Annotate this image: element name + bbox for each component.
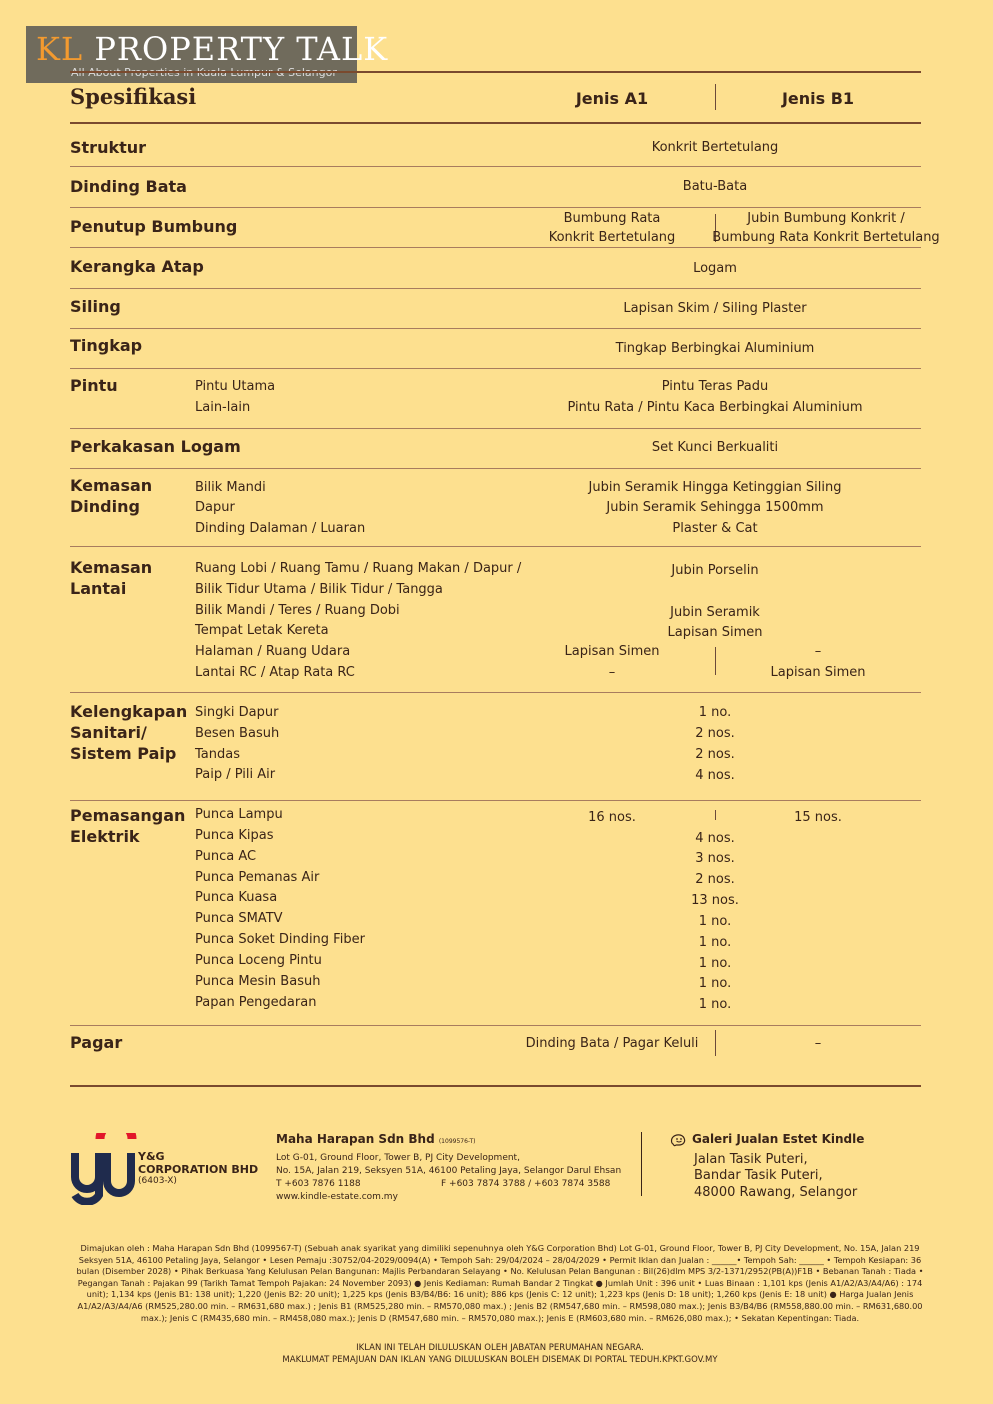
spec-value-perkakasan-logam: Set Kunci Berkualiti — [651, 440, 779, 455]
spec-value-pagar-a1: Dinding Bata / Pagar Keluli — [525, 1036, 699, 1051]
spec-sub-elektrik: Punca Kipas — [195, 828, 274, 843]
spec-value-penutup-b1-line2: Bumbung Rata Konkrit Bertetulang — [712, 230, 940, 245]
developer-fax: F +603 7874 3788 / +603 7874 3588 — [441, 1179, 611, 1189]
row-divider — [70, 166, 921, 167]
spec-qty-elektrik: 3 nos. — [695, 851, 735, 866]
top-rule — [70, 71, 921, 73]
spec-qty-elektrik: 4 nos. — [695, 831, 735, 846]
spec-sub-pintu-lain: Lain-lain — [195, 400, 251, 415]
row-divider — [70, 546, 921, 547]
spec-value-jubin-seramik: Jubin Seramik — [670, 605, 760, 620]
spec-label-elektrik: Pemasangan Elektrik — [70, 806, 186, 846]
footer-divider — [641, 1132, 642, 1196]
spec-sub-dapur: Dapur — [195, 500, 235, 515]
developer-address-2: No. 15A, Jalan 219, Seksyen 51A, 46100 Petaling Jaya, Selangor Darul Ehsan — [276, 1166, 622, 1176]
spec-qty-elektrik: 1 no. — [698, 997, 732, 1012]
row-divider — [70, 800, 921, 801]
spec-value-lantai-rc-a1: – — [608, 665, 616, 680]
spec-qty-sanitari: 1 no. — [698, 705, 732, 720]
spec-sub-sanitari: Tandas — [195, 747, 240, 762]
row-divider — [70, 368, 921, 369]
spec-sub-elektrik: Punca Loceng Pintu — [195, 953, 322, 968]
spec-label-pintu: Pintu — [70, 376, 118, 395]
spec-label-kemasan-dinding: Kemasan Dinding — [70, 476, 153, 516]
spec-label-struktur: Struktur — [70, 138, 147, 157]
spec-qty-elektrik: 1 no. — [698, 935, 732, 950]
spec-value-penutup-a1-line1: Bumbung Rata — [563, 211, 661, 226]
spec-sub-elektrik: Papan Pengedaran — [195, 995, 317, 1010]
spec-sub-dinding-dalaman: Dinding Dalaman / Luaran — [195, 521, 366, 536]
spec-sub-bilik-mandi: Bilik Mandi — [195, 480, 266, 495]
spec-value-pintu-utama: Pintu Teras Padu — [661, 379, 769, 394]
watermark-title: KL PROPERTY TALK — [36, 30, 389, 68]
spec-qty-sanitari: 2 nos. — [695, 747, 735, 762]
spec-value-pintu-lain: Pintu Rata / Pintu Kaca Berbingkai Aluminium — [567, 400, 863, 415]
gallery-address-2: Bandar Tasik Puteri, — [694, 1168, 823, 1183]
spec-value-tingkap: Tingkap Berbingkai Aluminium — [615, 341, 815, 356]
spec-sub-lantai-5: Halaman / Ruang Udara — [195, 644, 351, 659]
row-divider — [70, 328, 921, 329]
spec-value-lantai-rc-b1: Lapisan Simen — [770, 665, 866, 680]
spec-label-siling: Siling — [70, 297, 121, 316]
column-divider — [715, 1030, 716, 1056]
spec-value-dapur: Jubin Seramik Sehingga 1500mm — [606, 500, 824, 515]
spec-label-penutup-bumbung: Penutup Bumbung — [70, 217, 238, 236]
spec-value-siling: Lapisan Skim / Siling Plaster — [623, 301, 807, 316]
row-divider — [70, 692, 921, 693]
spec-value-dinding-dalaman: Plaster & Cat — [672, 521, 758, 536]
logo-company-name: Y&G CORPORATION BHD — [138, 1150, 259, 1176]
spec-label-dinding-bata: Dinding Bata — [70, 177, 187, 196]
watermark-banner — [26, 26, 389, 83]
approval-notice-2: MAKLUMAT PEMAJUAN DAN IKLAN YANG DILULUSKAN BOLEH DISEMAK DI PORTAL TEDUH.KPKT.GOV.MY — [282, 1355, 718, 1365]
row-divider — [70, 468, 921, 469]
column-header-b1: Jenis B1 — [781, 89, 855, 108]
column-divider — [715, 647, 716, 675]
gallery-title: Galeri Jualan Estet Kindle — [692, 1132, 865, 1146]
spec-value-dinding-bata: Batu-Bata — [682, 179, 748, 194]
spec-sub-lantai-4: Tempat Letak Kereta — [195, 623, 329, 638]
spec-label-kerangka-atap: Kerangka Atap — [70, 257, 204, 276]
spec-qty-lampu-a1: 16 nos. — [588, 810, 636, 825]
spec-label-perkakasan-logam: Perkakasan Logam — [70, 437, 241, 456]
developer-name: Maha Harapan Sdn Bhd (1099576-T) — [276, 1132, 476, 1146]
spec-value-jubin-porselin: Jubin Porselin — [671, 563, 759, 578]
logo-company-reg: (6403-X) — [138, 1176, 177, 1186]
spec-value-halaman-a1: Lapisan Simen — [564, 644, 660, 659]
column-divider — [715, 810, 716, 820]
developer-phone: T +603 7876 1188 — [276, 1179, 361, 1189]
spec-sub-pintu-utama: Pintu Utama — [195, 379, 276, 394]
column-header-a1: Jenis A1 — [575, 89, 649, 108]
legal-disclaimer: Dimajukan oleh : Maha Harapan Sdn Bhd (1099567-T) (Sebuah anak syarikat yang dimiliki sepenuhnya oleh Y&G Corporation Bhd) Lot G-01, Ground Floor, Tower B, PJ City Development, No. 15A, Jalan 219 Seksyen 51A, 46100 Petaling Jaya, Selangor • Lesen Pemaju :30752/04-2029/0094(A) • Tempoh Sah: 29/04/2024 – 28/04/2029 • Permit Iklan dan Jualan : ______• Tempoh Sah: ______ • Tempoh Kesiapan: 36 bulan (Disember 2028) • Pihak Berkuasa Yang Kelulusan Pelan Bangunan: Majlis Perbandaran Selayang • No. Kelulusan Pelan Bangunan : Bil(26)dlm MPS 3/2-1371/2952(PB(A))F1B • Bebanan Tanah : Tiada • Pegangan Tanah : Pajakan 99 (Tarikh Tamat Tempoh Pajakan: 24 November 2093) ● Jenis Kediaman: Rumah Bandar 2 Tingkat ● Jumlah Unit : 396 unit • Luas Binaan : 1,101 kps (Jenis A1/A2/A3/A4/A6) : 174 unit); 1,134 kps (Jenis B1: 138 unit); 1,220 (Jenis B2: 20 unit); 1,225 kps (Jenis B3/B4/B6: 16 unit); 886 kps (Jenis C: 12 unit); 1,223 kps (Jenis D: 18 unit); 1,260 kps (Jenis E: 18 unit) ● Harga Jualan Jenis A1/A2/A3/A4/A6 (RM525,280.00 min. – RM631,680 max.) ; Jenis B1 (RM525,280 min. – RM570,080 max.) ; Jenis B2 (RM547,680 min. – RM598,080 max.); Jenis B3/B4/B6 (RM558,880.00 min. – RM631,680.00 max.); Jenis C (RM435,680 min. – RM458,080 max.); Jenis D (RM547,680 min. – RM570,080 max.); Jenis E (RM603,680 min. – RM626,080 max.); • Sekatan Kepentingan: Tiada. — [76, 1243, 924, 1323]
spec-value-pagar-b1: – — [814, 1036, 822, 1051]
spec-qty-sanitari: 2 nos. — [695, 726, 735, 741]
spec-value-kerangka-atap: Logam — [693, 261, 737, 276]
row-divider — [70, 288, 921, 289]
waze-icon — [670, 1133, 686, 1152]
spec-sub-elektrik: Punca SMATV — [195, 911, 283, 926]
header-divider — [715, 84, 716, 110]
spec-sub-sanitari: Paip / Pili Air — [195, 767, 276, 782]
approval-notice-1: IKLAN INI TELAH DILULUSKAN OLEH JABATAN PERUMAHAN NEGARA. — [356, 1343, 644, 1353]
spec-value-bilik-mandi: Jubin Seramik Hingga Ketinggian Siling — [588, 480, 842, 495]
gallery-address-1: Jalan Tasik Puteri, — [694, 1152, 808, 1167]
spec-qty-elektrik: 1 no. — [698, 914, 732, 929]
spec-value-lapisan-simen: Lapisan Simen — [667, 625, 763, 640]
spec-qty-elektrik: 1 no. — [698, 976, 732, 991]
header-rule — [70, 122, 921, 124]
spec-value-penutup-a1-line2: Konkrit Bertetulang — [548, 230, 676, 245]
spec-label-kemasan-lantai: Kemasan Lantai — [70, 558, 153, 598]
spec-label-pagar: Pagar — [70, 1033, 123, 1052]
spec-sub-punca-lampu: Punca Lampu — [195, 807, 283, 822]
spec-sub-lantai-1: Ruang Lobi / Ruang Tamu / Ruang Makan / Dapur / — [195, 561, 522, 576]
row-divider — [70, 207, 921, 208]
spec-sub-elektrik: Punca Pemanas Air — [195, 870, 320, 885]
spec-sub-elektrik: Punca Soket Dinding Fiber — [195, 932, 365, 947]
spec-sub-sanitari: Besen Basuh — [195, 726, 280, 741]
spec-sub-elektrik: Punca Kuasa — [195, 890, 278, 905]
spec-sub-lantai-3: Bilik Mandi / Teres / Ruang Dobi — [195, 603, 400, 618]
spec-qty-lampu-b1: 15 nos. — [794, 810, 842, 825]
developer-address-1: Lot G-01, Ground Floor, Tower B, PJ City Development, — [276, 1153, 520, 1163]
spec-sub-elektrik: Punca Mesin Basuh — [195, 974, 321, 989]
page-title: Spesifikasi — [70, 84, 197, 109]
spec-value-halaman-b1: – — [814, 644, 822, 659]
spec-label-sanitari: Kelengkapan Sanitari/ Sistem Paip — [70, 702, 188, 763]
row-divider — [70, 1025, 921, 1026]
row-divider — [70, 428, 921, 429]
spec-sub-lantai-6: Lantai RC / Atap Rata RC — [195, 665, 355, 680]
spec-sub-elektrik: Punca AC — [195, 849, 257, 864]
spec-sub-sanitari: Singki Dapur — [195, 705, 279, 720]
spec-qty-elektrik: 13 nos. — [691, 893, 739, 908]
developer-website: www.kindle-estate.com.my — [276, 1192, 398, 1202]
row-divider — [70, 247, 921, 248]
spec-sub-lantai-2: Bilik Tidur Utama / Bilik Tidur / Tangga — [195, 582, 443, 597]
bottom-rule — [70, 1085, 921, 1087]
spec-value-struktur: Konkrit Bertetulang — [651, 140, 779, 155]
spec-value-penutup-b1-line1: Jubin Bumbung Konkrit / — [747, 211, 905, 226]
spec-qty-sanitari: 4 nos. — [695, 768, 735, 783]
spec-qty-elektrik: 1 no. — [698, 956, 732, 971]
spec-qty-elektrik: 2 nos. — [695, 872, 735, 887]
spec-label-tingkap: Tingkap — [70, 336, 143, 355]
gallery-address-3: 48000 Rawang, Selangor — [694, 1185, 858, 1200]
